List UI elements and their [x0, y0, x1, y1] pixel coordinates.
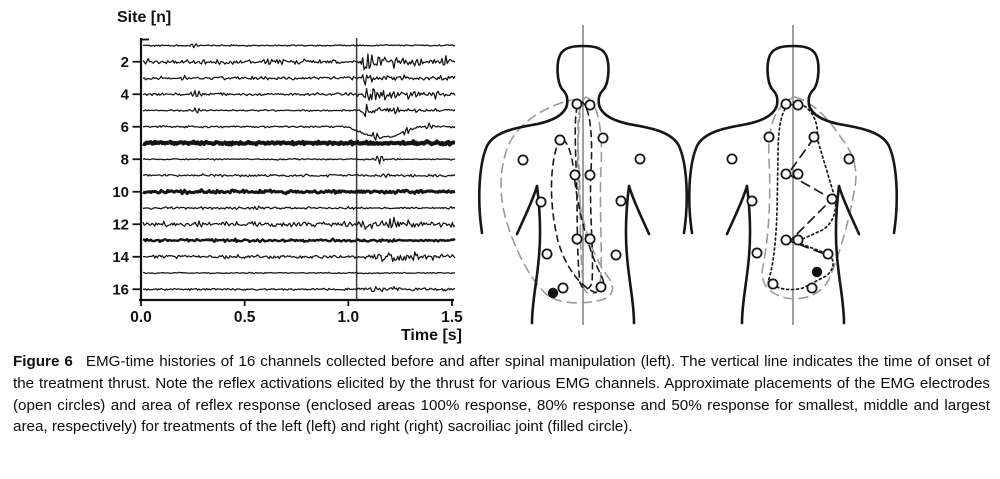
body-diagram-left-si-treatment	[479, 25, 686, 325]
emg-trace-site-2	[143, 54, 455, 70]
emg-trace-site-7	[143, 141, 455, 144]
electrode-open-circle	[596, 282, 605, 291]
electrode-open-circle	[536, 197, 545, 206]
emg-trace-site-10	[143, 190, 455, 194]
x-tick-label: 0.0	[130, 309, 152, 326]
electrode-open-circle	[764, 132, 773, 141]
arm-torso-outline	[626, 186, 649, 323]
site-label: 6	[120, 118, 129, 136]
electrode-open-circle	[747, 196, 756, 205]
x-tick-label: 1.5	[441, 309, 463, 326]
response-area-100pct	[768, 104, 836, 290]
electrode-filled-circle	[548, 288, 558, 298]
emg-trace-site-11	[143, 206, 455, 209]
site-label: 2	[120, 53, 129, 71]
arm-torso-outline	[727, 186, 750, 323]
electrode-open-circle	[616, 196, 625, 205]
electrode-open-circle	[585, 234, 594, 243]
emg-trace-site-4	[143, 89, 455, 101]
electrode-open-circle	[611, 250, 620, 259]
chart-title: Site [n]	[117, 9, 172, 26]
site-label: 4	[120, 86, 129, 104]
x-axis-label: Time [s]	[400, 327, 462, 344]
electrode-open-circle	[518, 155, 527, 164]
arm-torso-outline	[836, 186, 859, 323]
electrode-open-circle	[827, 194, 836, 203]
figure-caption-label: Figure 6	[13, 353, 73, 370]
electrode-open-circle	[752, 248, 761, 257]
electrode-open-circle	[635, 154, 644, 163]
electrode-open-circle	[572, 99, 581, 108]
electrode-open-circle	[844, 154, 853, 163]
emg-chart	[112, 9, 463, 344]
body-diagram-right-si-treatment	[689, 25, 896, 325]
emg-trace-site-15	[143, 272, 455, 274]
electrode-open-circle	[807, 283, 816, 292]
electrode-open-circle	[781, 169, 790, 178]
site-label: 14	[112, 248, 129, 266]
figure-caption-text: EMG-time histories of 16 channels collected before and after spinal manipulation (left). The vertical line indicates the time of onset of the treatment thrust. Note the reflex activations elicited by the thrust for various EMG channels. Approximate placements of the EMG electrodes (open circles) and area of reflex response (enclosed areas 100% response, 80% response and 50% response for smallest, middle and largest area, respectively) for treatments of the left (left) and right (right) sacroiliac joint (filled circle).	[13, 353, 990, 436]
site-label: 10	[112, 183, 129, 201]
emg-trace-site-3	[143, 75, 455, 85]
electrode-open-circle	[585, 170, 594, 179]
site-label: 8	[120, 151, 129, 169]
electrode-open-circle	[809, 132, 818, 141]
electrode-open-circle	[558, 283, 567, 292]
electrode-open-circle	[598, 133, 607, 142]
emg-trace-site-13	[143, 239, 455, 242]
figure-caption	[13, 351, 990, 438]
x-tick-label: 0.5	[233, 309, 256, 326]
x-tick-label: 1.0	[337, 309, 360, 326]
emg-trace-site-12	[143, 217, 455, 229]
response-area-50pct	[501, 99, 612, 303]
electrode-open-circle	[572, 234, 581, 243]
emg-trace-site-5	[143, 104, 455, 116]
emg-trace-site-14	[143, 252, 455, 262]
arm-torso-outline	[517, 186, 540, 323]
emg-trace-site-1	[143, 44, 455, 48]
electrode-open-circle	[823, 249, 832, 258]
electrode-filled-circle	[812, 267, 822, 277]
electrode-open-circle	[585, 100, 594, 109]
emg-trace-site-9	[143, 174, 455, 178]
electrode-open-circle	[542, 249, 551, 258]
electrode-open-circle	[781, 235, 790, 244]
emg-trace-site-8	[143, 156, 455, 164]
electrode-open-circle	[555, 135, 564, 144]
electrode-open-circle	[781, 99, 790, 108]
electrode-open-circle	[793, 100, 802, 109]
electrode-open-circle	[727, 154, 736, 163]
emg-trace-site-6	[143, 123, 455, 140]
site-label: 16	[112, 281, 129, 299]
emg-trace-site-16	[143, 287, 455, 292]
response-area-80pct	[578, 97, 602, 294]
electrode-open-circle	[793, 235, 802, 244]
site-label: 12	[112, 216, 129, 234]
electrode-open-circle	[570, 170, 579, 179]
electrode-open-circle	[768, 279, 777, 288]
electrode-open-circle	[793, 169, 802, 178]
